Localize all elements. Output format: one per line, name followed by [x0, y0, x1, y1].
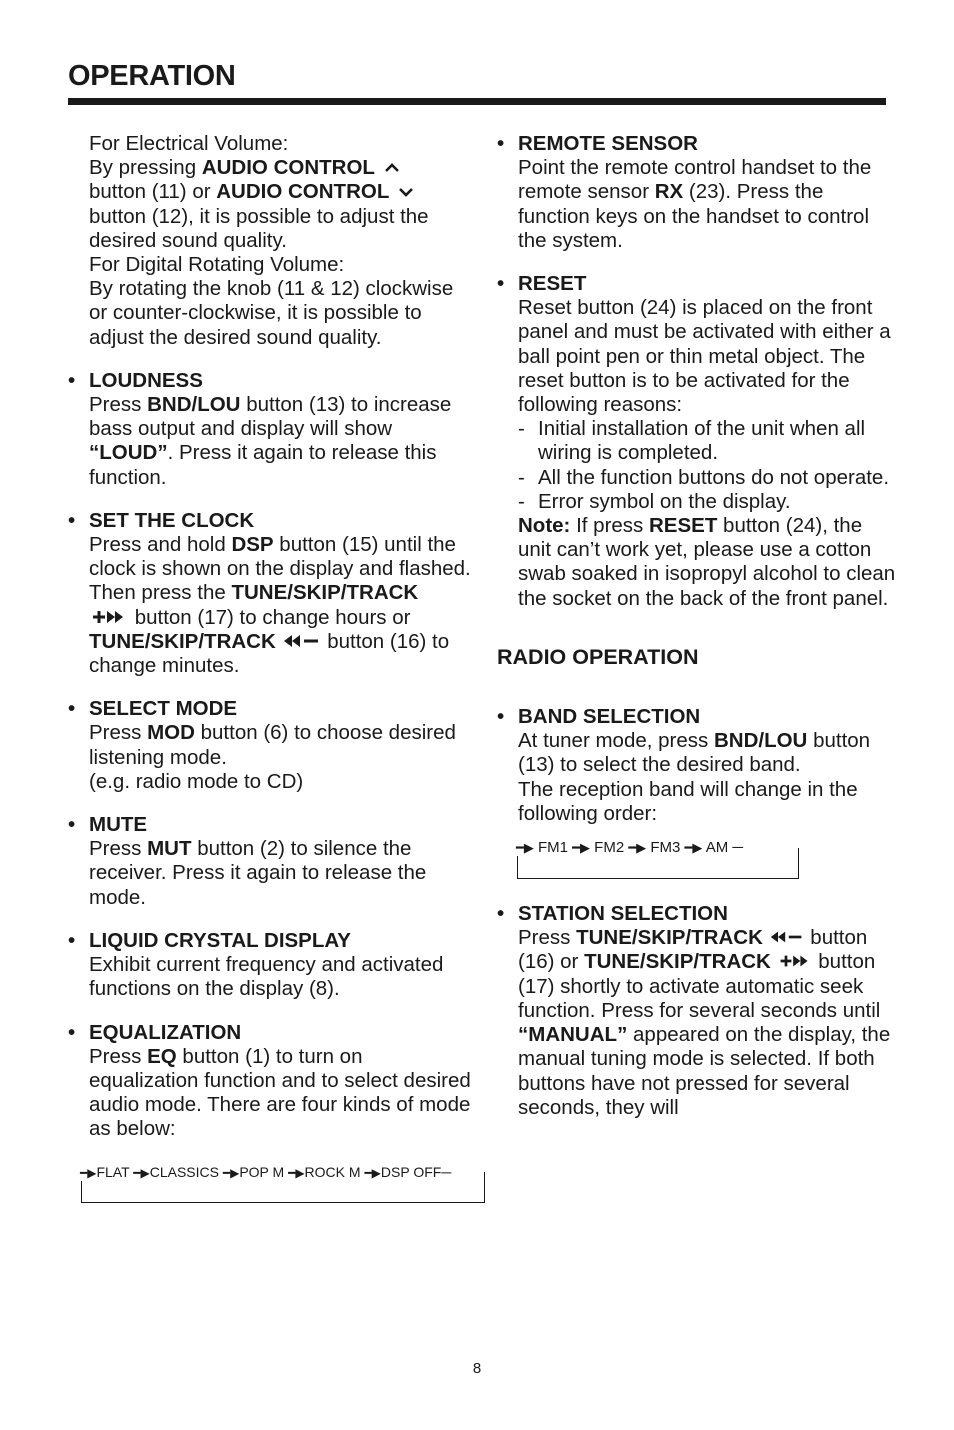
bold-text: EQ — [147, 1044, 177, 1068]
item-body — [518, 926, 897, 1120]
text: button (2) to silence the receiver. Press it again to release the mode. — [89, 837, 427, 909]
reset-reason — [518, 417, 897, 465]
station-selection-item — [497, 902, 897, 1120]
item-body — [89, 393, 473, 490]
bullet: • — [68, 813, 76, 837]
flow-arrow: ━▶ — [364, 1165, 381, 1180]
radio-operation-heading: RADIO OPERATION — [497, 644, 699, 669]
flow-step: FM2 — [594, 839, 625, 857]
chevron-down-icon — [395, 183, 417, 199]
flow-step: CLASSICS — [149, 1163, 219, 1180]
item-heading: SET THE CLOCK — [89, 508, 255, 532]
item-heading: BAND SELECTION — [518, 705, 701, 729]
bold-text: RESET — [649, 514, 718, 538]
plus-fast-forward-icon — [89, 609, 129, 625]
bold-text: DSP — [231, 533, 274, 557]
loudness-item — [68, 369, 473, 490]
text: appeared on the display, the manual tuning mode is selected. If both buttons have not pressed for several seconds, they will — [518, 1023, 891, 1119]
bold-text: “LOUD” — [89, 441, 168, 465]
intro-line: By rotating the knob (11 & 12) clockwise or counter-clockwise, it is possible to adjust the desired sound quality. — [89, 277, 454, 349]
band-selection-item — [497, 705, 897, 826]
text: Then press the — [89, 581, 232, 605]
flow-row — [516, 840, 745, 856]
item-body — [518, 156, 897, 253]
title-rule — [68, 98, 886, 105]
bold-text: RX — [654, 180, 684, 204]
item-body — [89, 1045, 473, 1142]
text: Point the remote control handset to the remote sensor — [518, 156, 872, 204]
right-column — [497, 132, 897, 1120]
reset-note — [518, 514, 897, 611]
bold-text: TUNE/SKIP/TRACK — [89, 629, 276, 653]
item-heading: LOUDNESS — [89, 368, 203, 392]
bold-text: TUNE/SKIP/TRACK — [231, 581, 419, 605]
bullet: • — [497, 902, 505, 926]
text: Initial installation of the unit when all wiring is completed. — [538, 417, 866, 465]
item-heading: REMOTE SENSOR — [518, 132, 698, 155]
volume-intro — [68, 132, 473, 350]
remote-sensor-item — [497, 132, 897, 253]
item-body: Reset button (24) is placed on the front panel and must be activated with either a ball point pen or thin metal object. The reset button is to be activated for the following reasons: — [518, 296, 891, 417]
reset-item — [497, 272, 897, 611]
flow-step: AM — [705, 839, 729, 857]
lcd-item — [68, 929, 473, 1002]
reset-reason — [518, 466, 897, 490]
item-heading: LIQUID CRYSTAL DISPLAY — [89, 928, 351, 952]
eq-mode-flow-diagram — [68, 1164, 473, 1202]
text: At tuner mode, press — [518, 729, 714, 753]
bold-text: MOD — [147, 721, 195, 745]
clock-item — [68, 509, 473, 678]
bullet: • — [68, 928, 76, 952]
bullet: • — [497, 705, 505, 729]
dash: - — [518, 489, 525, 513]
rewind-minus-icon — [769, 929, 805, 945]
flow-step: POP M — [239, 1163, 285, 1180]
bullet: • — [68, 368, 76, 392]
reset-reason — [518, 490, 897, 514]
text: . Press it again to release this function. — [89, 441, 437, 489]
dash: - — [518, 465, 525, 489]
text: button (17) to change hours or — [129, 605, 411, 629]
bold-text: AUDIO CONTROL — [216, 180, 390, 204]
select-mode-item — [68, 697, 473, 794]
flow-step: DSP OFF — [380, 1163, 442, 1180]
bullet: • — [497, 272, 505, 296]
bold-text: “MANUAL” — [518, 1023, 628, 1047]
flow-step: FM1 — [538, 839, 568, 857]
flow-row — [80, 1164, 453, 1181]
text: button (17) shortly to activate automatic seek function. Press for several seconds until — [518, 950, 881, 1022]
text: (23). Press the function keys on the handset to control the system. — [518, 180, 870, 252]
flow-arrow: ━▶ — [80, 1165, 97, 1180]
text: Press and hold — [89, 533, 232, 557]
dash: - — [518, 417, 525, 441]
chevron-up-icon — [381, 159, 403, 175]
text: Press — [89, 1044, 148, 1068]
text: If press — [570, 514, 649, 538]
text: All the function buttons do not operate. — [538, 465, 890, 489]
flow-step: ROCK M — [304, 1163, 361, 1180]
bullet: • — [497, 132, 505, 155]
intro-line: button (12), it is possible to adjust the desired sound quality. — [89, 204, 429, 252]
left-column — [68, 132, 473, 1202]
bullet: • — [68, 697, 76, 721]
item-body — [89, 581, 473, 678]
intro-line: For Digital Rotating Volume: — [89, 253, 345, 277]
bullet: • — [68, 1020, 76, 1044]
flow-arrow: ━▶ — [572, 840, 590, 856]
bold-text: MUT — [147, 837, 192, 861]
bullet: • — [68, 508, 76, 532]
band-flow-diagram — [497, 840, 897, 878]
item-body — [89, 721, 473, 769]
text: Press — [518, 926, 577, 950]
text: button (6) to choose desired listening mode. — [89, 721, 456, 769]
intro-line — [89, 180, 473, 204]
text: button (13) to select the desired band. — [518, 729, 871, 777]
rewind-minus-icon — [282, 633, 322, 649]
item-body — [89, 837, 473, 910]
text: Press — [89, 393, 148, 417]
page-title: OPERATION — [68, 60, 236, 92]
page-number: 8 — [472, 1360, 482, 1377]
bold-text: AUDIO CONTROL — [201, 156, 375, 180]
text: button (1) to turn on equalization function and to select desired audio mode. There are four kinds of mode as below: — [89, 1044, 471, 1141]
flow-arrow: ━▶ — [222, 1165, 240, 1180]
text: button (16) to change minutes. — [89, 629, 450, 678]
intro-line: For Electrical Volume: — [89, 132, 289, 155]
flow-arrow: ━▶ — [516, 840, 534, 856]
text: button (11) or — [89, 180, 217, 204]
bold-text: TUNE/SKIP/TRACK — [576, 926, 763, 950]
note-label: Note: — [518, 514, 571, 538]
eq-item — [68, 1021, 473, 1142]
item-body: The reception band will change in the following order: — [518, 777, 858, 825]
item-heading: SELECT MODE — [89, 697, 238, 721]
flow-arrow: ━▶ — [133, 1165, 150, 1180]
item-body: (e.g. radio mode to CD) — [89, 769, 304, 793]
item-heading: RESET — [518, 272, 587, 296]
text: button (15) until the clock is shown on the display and flashed. — [89, 533, 471, 581]
text: Error symbol on the display. — [538, 489, 791, 513]
flow-step: FLAT — [96, 1163, 130, 1180]
intro-line — [89, 156, 473, 180]
bold-text: BND/LOU — [713, 729, 808, 753]
item-heading: STATION SELECTION — [518, 902, 728, 926]
flow-arrow: ━▶ — [628, 840, 647, 856]
text: By pressing — [89, 156, 202, 180]
flow-arrow: ━▶ — [288, 1165, 305, 1180]
flow-arrow: ─ — [441, 1163, 452, 1180]
flow-arrow: ─ — [732, 839, 743, 857]
item-body: Exhibit current frequency and activated functions on the display (8). — [89, 953, 444, 1001]
text: button (13) to increase bass output and display will show — [89, 393, 452, 441]
bold-text: BND/LOU — [147, 393, 241, 417]
text: button (16) or — [518, 926, 868, 974]
mute-item — [68, 813, 473, 910]
item-heading: EQUALIZATION — [89, 1020, 242, 1044]
text: Press — [89, 837, 148, 861]
flow-step: FM3 — [650, 839, 681, 857]
text: button (24), the unit can’t work yet, please use a cotton swab soaked in isopropyl alcohol to clean the socket on the back of the front panel. — [518, 514, 896, 610]
text: Press — [89, 721, 148, 745]
item-body — [89, 533, 473, 581]
item-heading: MUTE — [89, 813, 148, 837]
flow-arrow: ━▶ — [684, 840, 703, 856]
plus-fast-forward-icon — [777, 953, 813, 969]
item-body — [518, 729, 897, 777]
bold-text: TUNE/SKIP/TRACK — [584, 950, 771, 974]
